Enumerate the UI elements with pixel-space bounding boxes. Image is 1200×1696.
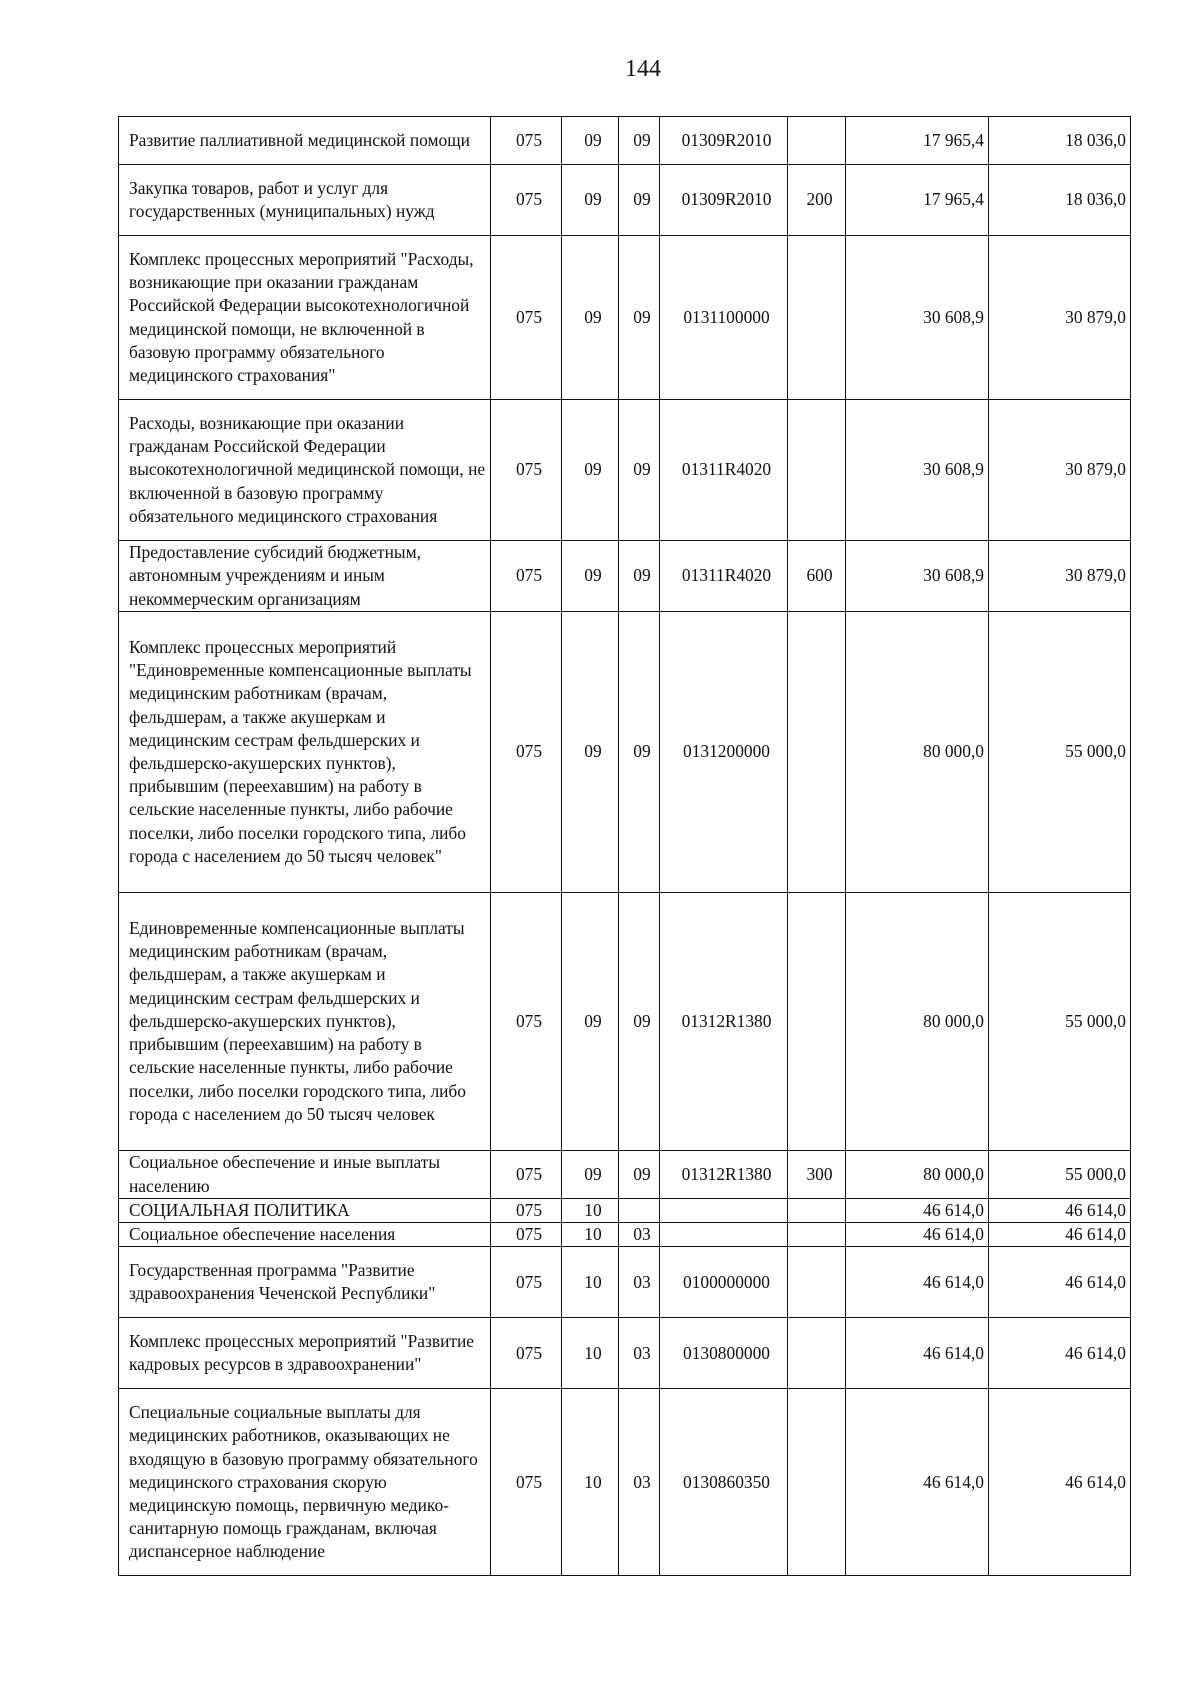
cell-rz: 09 [562,400,619,541]
cell-ved: 075 [491,612,562,893]
cell-rz: 09 [562,893,619,1151]
cell-name: Развитие паллиативной медицинской помощи [119,117,491,165]
cell-sum-2: 18 036,0 [989,165,1131,236]
cell-name: Социальное обеспечение и иные выплаты населению [119,1151,491,1199]
cell-ved: 075 [491,1318,562,1389]
cell-ved: 075 [491,541,562,612]
table-body [119,117,1131,1576]
cell-rz: 09 [562,1151,619,1199]
cell-csr: 0131100000 [660,236,788,400]
cell-sum-2: 46 614,0 [989,1318,1131,1389]
table-row [119,1199,1131,1223]
table-row [119,541,1131,612]
cell-ved: 075 [491,1199,562,1223]
cell-name: Комплекс процессных мероприятий "Расходы, возникающие при оказании гражданам Российской Федерации высокотехнологичной медицинской помощи, не включенной в базовую программу обязательного медицинского страхования" [119,236,491,400]
cell-name: Социальное обеспечение населения [119,1223,491,1247]
cell-pr [619,1199,660,1223]
cell-ved: 075 [491,236,562,400]
table-row [119,236,1131,400]
cell-sum-1: 46 614,0 [846,1223,989,1247]
table-row [119,165,1131,236]
cell-sum-2: 46 614,0 [989,1199,1131,1223]
cell-vr [788,1247,846,1318]
cell-vr [788,236,846,400]
cell-sum-2: 30 879,0 [989,236,1131,400]
cell-sum-2: 46 614,0 [989,1223,1131,1247]
cell-csr: 0130800000 [660,1318,788,1389]
cell-rz: 10 [562,1389,619,1576]
cell-ved: 075 [491,1389,562,1576]
cell-ved: 075 [491,400,562,541]
cell-ved: 075 [491,1223,562,1247]
cell-rz: 09 [562,165,619,236]
cell-vr [788,1389,846,1576]
cell-pr: 09 [619,400,660,541]
cell-csr: 0130860350 [660,1389,788,1576]
cell-pr: 09 [619,612,660,893]
cell-sum-2: 30 879,0 [989,400,1131,541]
cell-name: Специальные социальные выплаты для медицинских работников, оказывающих не входящую в базовую программу обязательного медицинского страхования скорую медицинскую помощь, первичную медико-санитарную помощь гражданам, включая диспансерное наблюдение [119,1389,491,1576]
table-row [119,117,1131,165]
cell-sum-1: 30 608,9 [846,400,989,541]
cell-sum-1: 30 608,9 [846,541,989,612]
cell-name: Предоставление субсидий бюджетным, автономным учреждениям и иным некоммерческим организациям [119,541,491,612]
cell-name: Комплекс процессных мероприятий "Развитие кадровых ресурсов в здравоохранении" [119,1318,491,1389]
cell-sum-2: 30 879,0 [989,541,1131,612]
cell-csr: 01309R2010 [660,165,788,236]
cell-pr: 09 [619,893,660,1151]
cell-vr [788,1223,846,1247]
cell-rz: 09 [562,612,619,893]
cell-sum-1: 46 614,0 [846,1199,989,1223]
cell-rz: 09 [562,541,619,612]
table-row [119,612,1131,893]
cell-sum-1: 46 614,0 [846,1247,989,1318]
cell-pr: 09 [619,541,660,612]
cell-name: Единовременные компенсационные выплаты медицинским работникам (врачам, фельдшерам, а также акушеркам и медицинским сестрам фельдшерских и фельдшерско-акушерских пунктов), прибывшим (переехавшим) на работу в сельские населенные пункты, либо рабочие поселки, либо поселки городского типа, либо города с населением до 50 тысяч человек [119,893,491,1151]
cell-sum-2: 46 614,0 [989,1247,1131,1318]
table-row [119,1389,1131,1576]
cell-csr: 01312R1380 [660,893,788,1151]
cell-csr: 01312R1380 [660,1151,788,1199]
table-row [119,893,1131,1151]
cell-csr: 01309R2010 [660,117,788,165]
cell-sum-2: 18 036,0 [989,117,1131,165]
cell-vr [788,1318,846,1389]
cell-sum-1: 46 614,0 [846,1389,989,1576]
cell-vr [788,400,846,541]
table-row [119,1318,1131,1389]
cell-ved: 075 [491,893,562,1151]
cell-sum-1: 80 000,0 [846,612,989,893]
cell-rz: 09 [562,117,619,165]
cell-ved: 075 [491,117,562,165]
cell-sum-1: 80 000,0 [846,1151,989,1199]
cell-csr [660,1223,788,1247]
cell-sum-1: 17 965,4 [846,165,989,236]
cell-sum-1: 80 000,0 [846,893,989,1151]
cell-sum-2: 55 000,0 [989,1151,1131,1199]
cell-vr [788,612,846,893]
cell-pr: 03 [619,1223,660,1247]
table-row [119,400,1131,541]
cell-csr: 01311R4020 [660,541,788,612]
cell-sum-2: 55 000,0 [989,612,1131,893]
cell-rz: 10 [562,1223,619,1247]
cell-name: Государственная программа "Развитие здравоохранения Чеченской Республики" [119,1247,491,1318]
cell-sum-1: 30 608,9 [846,236,989,400]
cell-name: Закупка товаров, работ и услуг для государственных (муниципальных) нужд [119,165,491,236]
cell-pr: 09 [619,1151,660,1199]
table-row [119,1247,1131,1318]
cell-vr [788,117,846,165]
cell-sum-1: 17 965,4 [846,117,989,165]
cell-pr: 03 [619,1389,660,1576]
cell-csr [660,1199,788,1223]
cell-pr: 03 [619,1247,660,1318]
cell-name: СОЦИАЛЬНАЯ ПОЛИТИКА [119,1199,491,1223]
cell-vr: 300 [788,1151,846,1199]
cell-sum-2: 46 614,0 [989,1389,1131,1576]
cell-rz: 10 [562,1318,619,1389]
table-row [119,1223,1131,1247]
budget-table [118,116,1131,1576]
cell-csr: 0131200000 [660,612,788,893]
cell-vr: 600 [788,541,846,612]
cell-pr: 09 [619,165,660,236]
cell-sum-2: 55 000,0 [989,893,1131,1151]
cell-csr: 01311R4020 [660,400,788,541]
cell-name: Комплекс процессных мероприятий "Единовременные компенсационные выплаты медицинским работникам (врачам, фельдшерам, а также акушеркам и медицинским сестрам фельдшерских и фельдшерско-акушерских пунктов), прибывшим (переехавшим) на работу в сельские населенные пункты, либо рабочие поселки, либо поселки городского типа, либо города с населением до 50 тысяч человек" [119,612,491,893]
cell-pr: 03 [619,1318,660,1389]
cell-pr: 09 [619,236,660,400]
cell-rz: 09 [562,236,619,400]
cell-pr: 09 [619,117,660,165]
cell-ved: 075 [491,1151,562,1199]
cell-sum-1: 46 614,0 [846,1318,989,1389]
cell-vr [788,1199,846,1223]
cell-csr: 0100000000 [660,1247,788,1318]
page-number: 144 [625,56,661,82]
cell-vr: 200 [788,165,846,236]
cell-ved: 075 [491,165,562,236]
table-row [119,1151,1131,1199]
cell-rz: 10 [562,1199,619,1223]
cell-rz: 10 [562,1247,619,1318]
cell-name: Расходы, возникающие при оказании гражданам Российской Федерации высокотехнологичной медицинской помощи, не включенной в базовую программу обязательного медицинского страхования [119,400,491,541]
cell-ved: 075 [491,1247,562,1318]
cell-vr [788,893,846,1151]
